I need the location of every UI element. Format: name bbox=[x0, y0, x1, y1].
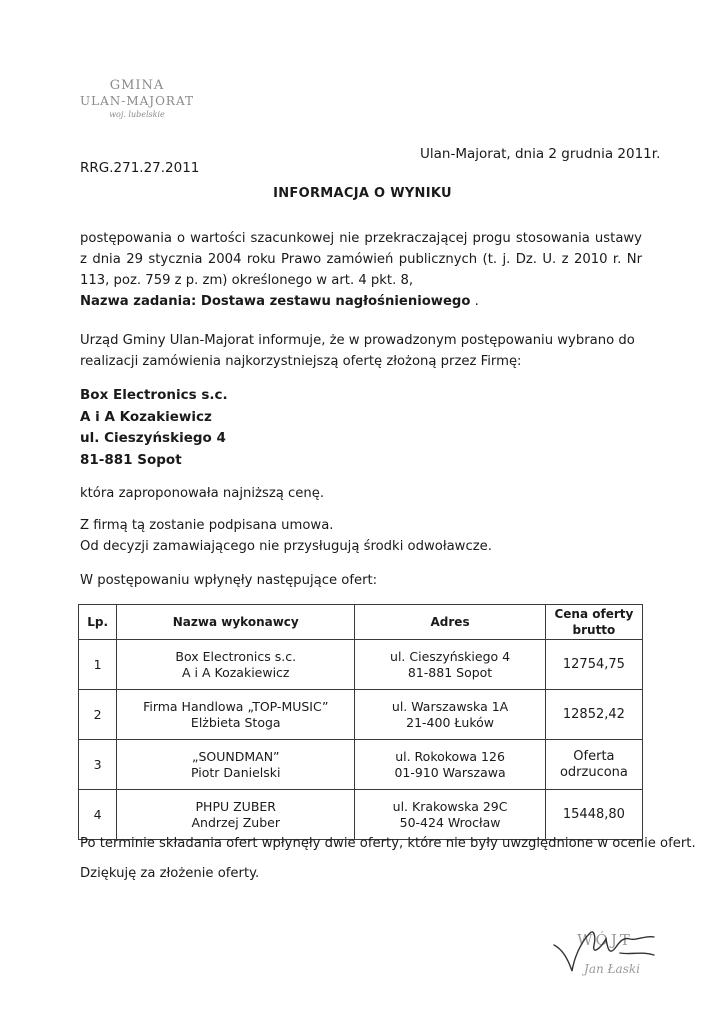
signature-stamp-line-2: Jan Łaski bbox=[584, 962, 640, 976]
row-name-line-1: „SOUNDMAN” bbox=[191, 748, 280, 764]
thanks-note: Dziękuję za złożenie oferty. bbox=[80, 866, 260, 881]
winning-firm bbox=[80, 385, 228, 471]
row-price bbox=[545, 740, 642, 790]
table-row bbox=[79, 790, 643, 840]
intro-text: postępowania o wartości szacunkowej nie przekraczającej progu stosowania ustawy z dnia 29 stycznia 2004 roku Prawo zamówień publicznych (t. j. Dz. U. z 2010 r. Nr 113, poz. 759 z p. zm) określonego w art. 4 pkt. 8, bbox=[80, 231, 642, 288]
lowest-price-note: która zaproponowała najniższą cenę. bbox=[80, 486, 325, 501]
late-offers-note: Po terminie składania ofert wpłynęły dwie oferty, które nie były uwzględnione w ocenie ofert. bbox=[80, 836, 696, 851]
place-and-date: Ulan-Majorat, dnia 2 grudnia 2011r. bbox=[420, 146, 661, 162]
winner-line-1: Box Electronics s.c. bbox=[80, 387, 228, 403]
row-address bbox=[355, 690, 546, 740]
row-price-line-1: 15448,80 bbox=[562, 806, 625, 822]
row-name-line-1: Firma Handlowa „TOP-MUSIC” bbox=[143, 698, 329, 714]
winner-line-3: ul. Cieszyńskiego 4 bbox=[80, 430, 226, 446]
row-address-line-1: ul. Cieszyńskiego 4 bbox=[390, 648, 511, 664]
header-price bbox=[545, 605, 642, 640]
row-name-line-1: PHPU ZUBER bbox=[195, 798, 276, 814]
winner-line-4: 81-881 Sopot bbox=[80, 451, 182, 468]
header-price-line-2: brutto bbox=[572, 623, 616, 637]
row-address-line-2: 50-424 Wrocław bbox=[399, 814, 501, 830]
stamp-line-1: GMINA bbox=[109, 78, 165, 93]
row-address bbox=[355, 640, 546, 690]
row-price bbox=[545, 690, 642, 740]
table-row bbox=[79, 640, 643, 690]
row-price-line-2: odrzucona bbox=[559, 764, 628, 780]
header-name: Nazwa wykonawcy bbox=[117, 605, 355, 640]
row-lp: 3 bbox=[79, 740, 117, 790]
row-name bbox=[117, 640, 355, 690]
header-price-line-1: Cena oferty bbox=[554, 607, 634, 621]
table-row bbox=[79, 740, 643, 790]
row-address-line-2: 01-910 Warszawa bbox=[394, 764, 506, 780]
row-lp: 2 bbox=[79, 690, 117, 740]
task-name: Nazwa zadania: Dostawa zestawu nagłośnieniowego bbox=[80, 294, 471, 309]
row-name-line-2: Piotr Danielski bbox=[191, 764, 281, 780]
row-name-line-1: Box Electronics s.c. bbox=[175, 648, 297, 664]
row-name bbox=[117, 740, 355, 790]
row-price-line-1: 12754,75 bbox=[562, 656, 625, 672]
row-lp: 4 bbox=[79, 790, 117, 840]
signature-stamp bbox=[550, 915, 660, 985]
header-lp: Lp. bbox=[79, 605, 117, 640]
row-address-line-1: ul. Rokokowa 126 bbox=[395, 748, 505, 764]
table-row bbox=[79, 690, 643, 740]
row-name-line-2: Elżbieta Stoga bbox=[190, 714, 281, 730]
row-address-line-2: 21-400 Łuków bbox=[406, 714, 494, 730]
row-name-line-2: A i A Kozakiewicz bbox=[182, 664, 290, 680]
offers-table bbox=[78, 604, 643, 840]
intro-paragraph bbox=[80, 228, 642, 312]
municipality-stamp bbox=[62, 78, 212, 119]
row-address bbox=[355, 740, 546, 790]
row-address bbox=[355, 790, 546, 840]
row-name bbox=[117, 690, 355, 740]
row-name bbox=[117, 790, 355, 840]
row-address-line-1: ul. Krakowska 29C bbox=[392, 798, 508, 814]
row-name-line-2: Andrzej Zuber bbox=[191, 814, 280, 830]
row-price-line-1: 12852,42 bbox=[562, 706, 625, 722]
row-price bbox=[545, 640, 642, 690]
row-address-line-2: 81-881 Sopot bbox=[407, 664, 493, 680]
row-lp: 1 bbox=[79, 640, 117, 690]
offers-intro: W postępowaniu wpłynęły następujące ofert: bbox=[80, 573, 378, 588]
stamp-line-2: ULAN-MAJORAT bbox=[80, 94, 194, 108]
no-appeal-note: Od decyzji zamawiającego nie przysługują środki odwoławcze. bbox=[80, 539, 492, 554]
winner-line-2: A i A Kozakiewicz bbox=[80, 408, 212, 425]
task-suffix: . bbox=[470, 294, 479, 309]
contract-notes bbox=[80, 515, 492, 557]
table-header-row bbox=[79, 605, 643, 640]
row-price bbox=[545, 790, 642, 840]
row-address-line-1: ul. Warszawska 1A bbox=[391, 698, 509, 714]
row-price-line-1: Oferta bbox=[573, 748, 615, 764]
header-address: Adres bbox=[355, 605, 546, 640]
contract-note: Z firmą tą zostanie podpisana umowa. bbox=[80, 518, 334, 533]
stamp-line-3: woj. lubelskie bbox=[109, 110, 165, 119]
document-title: INFORMACJA O WYNIKU bbox=[273, 186, 452, 201]
announcement-paragraph: Urząd Gminy Ulan-Majorat informuje, że w prowadzonym postępowaniu wybrano do realizacji zamówienia najkorzystniejszą ofertę złożoną przez Firmę: bbox=[80, 333, 635, 369]
signature-stamp-line-1: WÓJT bbox=[577, 931, 633, 949]
case-number: RRG.271.27.2011 bbox=[80, 160, 200, 176]
